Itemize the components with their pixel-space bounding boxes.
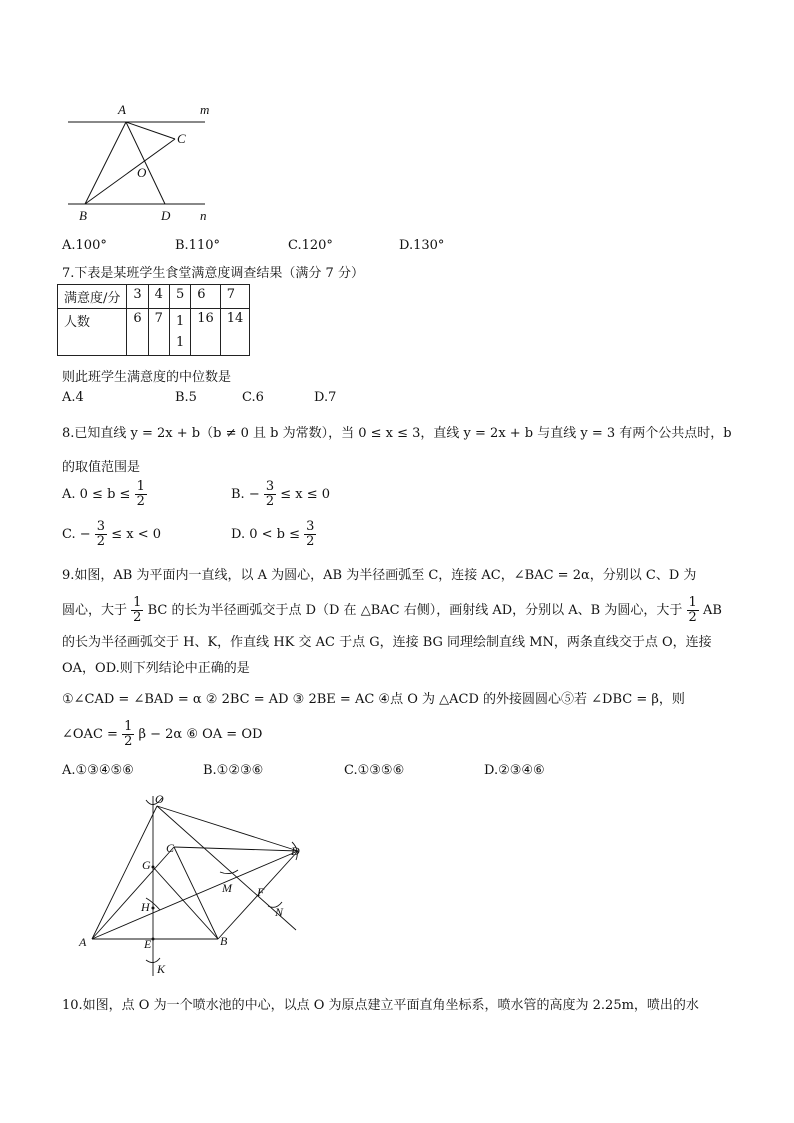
fraction [95,520,107,549]
q8-stem-line2: 的取值范围是 [62,460,141,475]
q6-option-d: D.130° [399,238,445,253]
q8-option-a [62,480,147,509]
q9-option-a: A.①③④⑤⑥ [62,763,134,778]
q9-statement5-end: β − 2α ⑥ OA = OD [138,727,263,742]
score-cell: 7 [220,285,250,309]
q9-statements-line2 [62,720,262,749]
q8-option-b-text: B. − [231,487,260,502]
fraction-denominator: 2 [136,494,145,509]
q10-stem-line1: 10.如图，点 O 为一个喷水池的中心，以点 O 为原点建立平面直角坐标系，喷水管的高度为 2.25m，喷出的水 [62,998,699,1013]
fraction [264,480,276,509]
label-A: A [79,935,87,949]
fraction-numerator: 3 [306,519,315,534]
point-G [152,866,155,869]
fraction-numerator: 1 [133,595,142,610]
q9-option-c: C.①③⑤⑥ [344,763,405,778]
label-B: B [220,934,228,948]
fraction-numerator: 3 [96,519,106,534]
segment-BC [174,847,218,939]
label-D: D [291,844,300,858]
label-O: O [155,792,164,806]
label-H: H [141,900,150,914]
fraction-denominator: 2 [133,610,142,625]
q8-option-c [62,520,161,549]
table-row [58,285,250,309]
q9-line2-end: AB [702,603,722,618]
count-cell: 1 1 [169,309,190,356]
count-cell: 14 [220,309,250,356]
label-C: C [177,131,186,146]
q9-stem-line3: 的长为半径画弧交于 H、K，作直线 HK 交 AC 于点 G，连接 BG 同理绘制直线 MN，两条直线交于点 O，连接 [62,635,712,650]
label-E: E [144,937,152,951]
q8-option-c-text-tail: ≤ x < 0 [111,527,161,542]
q7-option-b: B.5 [175,390,197,405]
q9-stem-line2 [62,596,722,625]
fraction [304,520,316,549]
q9-stem-line1: 9.如图，AB 为平面内一直线，以 A 为圆心，AB 为半径画弧至 C，连接 AC，∠BAC = 2α，分别以 C、D 为 [62,568,697,583]
label-G: G [142,858,151,872]
segment-AD [126,122,165,204]
segment-AO [92,806,157,939]
score-cell: 6 [191,285,221,309]
fraction [687,596,699,625]
count-cell: 6 [127,309,148,356]
fraction-numerator: 1 [688,595,697,610]
label-m: m [200,102,210,117]
label-n: n [200,208,207,223]
q8-option-b [231,480,330,509]
score-cell: 3 [127,285,148,309]
q8-option-a-text: A. 0 ≤ b ≤ [62,487,131,502]
q9-stem-line4: OA，OD.则下列结论中正确的是 [62,661,250,676]
q7-option-a: A.4 [62,390,84,405]
q8-option-d-text: D. 0 < b ≤ [231,527,300,542]
segment-BG [153,867,218,939]
segment-CD [174,847,298,851]
q9-statements-line1: ①∠CAD = ∠BAD = α ② 2BC = AD ③ 2BE = AC ④点 O 为 △ACD 的外接圆圆心⑤若 ∠DBC = β，则 [62,692,685,707]
segment-AC [92,847,174,939]
fraction [131,596,143,625]
figure-q6 [60,98,230,226]
satisfaction-table [57,284,250,356]
label-C: C [166,841,175,855]
q7-option-d: D.7 [314,390,337,405]
fraction-denominator: 2 [265,494,275,509]
q9-line2-middle: BC 的长为半径画弧交于点 D（D 在 △BAC 右侧），画射线 AD，分别以 A、B 为圆心，大于 [147,603,683,618]
q8-option-c-text: C. − [62,527,91,542]
count-cell: 7 [148,309,169,356]
label-O: O [137,165,147,180]
count-cell: 16 [191,309,221,356]
figure-q9 [70,790,310,980]
q6-option-a: A.100° [62,238,107,253]
point-H [152,907,155,910]
q8-option-d [231,520,316,549]
q6-option-b: B.110° [175,238,220,253]
q9-option-d: D.②③④⑥ [484,763,545,778]
label-D: D [161,208,171,223]
segment-AB [85,122,126,204]
segment-AD [92,851,298,939]
q7-option-c: C.6 [242,390,264,405]
table-row [58,309,250,356]
table-header-cell: 人数 [58,309,127,356]
label-F: F [257,885,265,899]
q8-option-b-text-tail: ≤ x ≤ 0 [280,487,331,502]
fraction-denominator: 2 [96,534,106,549]
fraction-numerator: 3 [265,479,275,494]
q9-line2-start: 圆心，大于 [62,603,128,618]
label-A: A [118,102,126,117]
segment-BC [85,139,175,204]
fraction [122,720,134,749]
point-E [152,938,155,941]
q6-option-c: C.120° [288,238,333,253]
q7-question: 则此班学生满意度的中位数是 [62,370,232,385]
label-N: N [275,905,284,919]
fraction [135,480,147,509]
label-K: K [157,962,166,976]
fraction-denominator: 2 [124,734,133,749]
q9-statement5-start: ∠OAC = [62,727,118,742]
label-B: B [79,208,87,223]
score-cell: 4 [148,285,169,309]
q8-stem-line1: 8.已知直线 y = 2x + b（b ≠ 0 且 b 为常数），当 0 ≤ x ≤ 3，直线 y = 2x + b 与直线 y = 3 有两个公共点时，b [62,426,732,441]
q9-option-b: B.①②③⑥ [203,763,264,778]
score-cell: 5 [169,285,190,309]
table-header-cell: 满意度/分 [58,285,127,309]
fraction-denominator: 2 [306,534,315,549]
fraction-denominator: 2 [688,610,697,625]
q7-stem: 7.下表是某班学生食堂满意度调查结果（满分 7 分） [62,266,364,281]
label-M: M [222,881,232,895]
fraction-numerator: 1 [136,479,145,494]
segment-OD [157,806,298,851]
fraction-numerator: 1 [124,719,133,734]
